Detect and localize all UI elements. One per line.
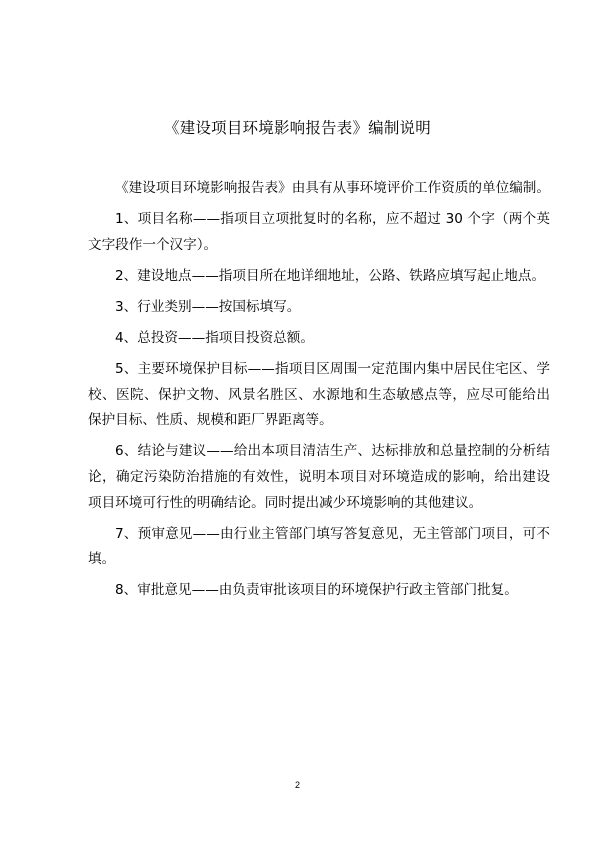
- paragraph-industry-category: 3、行业类别——按国标填写。: [115, 298, 301, 315]
- document-body: [88, 176, 550, 609]
- paragraph-total-investment: 4、总投资——指项目投资总额。: [115, 329, 314, 346]
- paragraph-project-name: 1、项目名称——指项目立项批复时的名称，应不超过 30 个字（两个英文字段作一个汉字）。: [88, 211, 550, 253]
- page-number: 2: [294, 780, 300, 790]
- page-title: 《建设项目环境影响报告表》编制说明: [164, 119, 431, 137]
- paragraph-protection-targets: 5、主要环境保护目标——指项目区周围一定范围内集中居民住宅区、学校、医院、保护文物、风景名胜区、水源地和生态敏感点等，应尽可能给出保护目标、性质、规模和距厂界距离等。: [88, 361, 550, 429]
- paragraph-conclusions: 6、结论与建议——给出本项目清洁生产、达标排放和总量控制的分析结论，确定污染防治措施的有效性，说明本项目对环境造成的影响，给出建设项目环境可行性的明确结论。同时提出减少环境影响的其他建议。: [88, 443, 550, 511]
- paragraph-pre-review: 7、预审意见——由行业主管部门填写答复意见，无主管部门项目，可不填。: [88, 525, 550, 568]
- paragraph-intro: 《建设项目环境影响报告表》由具有从事环境评价工作资质的单位编制。: [115, 180, 550, 196]
- paragraph-construction-site: 2、建设地点——指项目所在地详细地址，公路、铁路应填写起止地点。: [115, 267, 546, 284]
- paragraph-approval: 8、审批意见——由负责审批该项目的环境保护行政主管部门批复。: [115, 582, 518, 599]
